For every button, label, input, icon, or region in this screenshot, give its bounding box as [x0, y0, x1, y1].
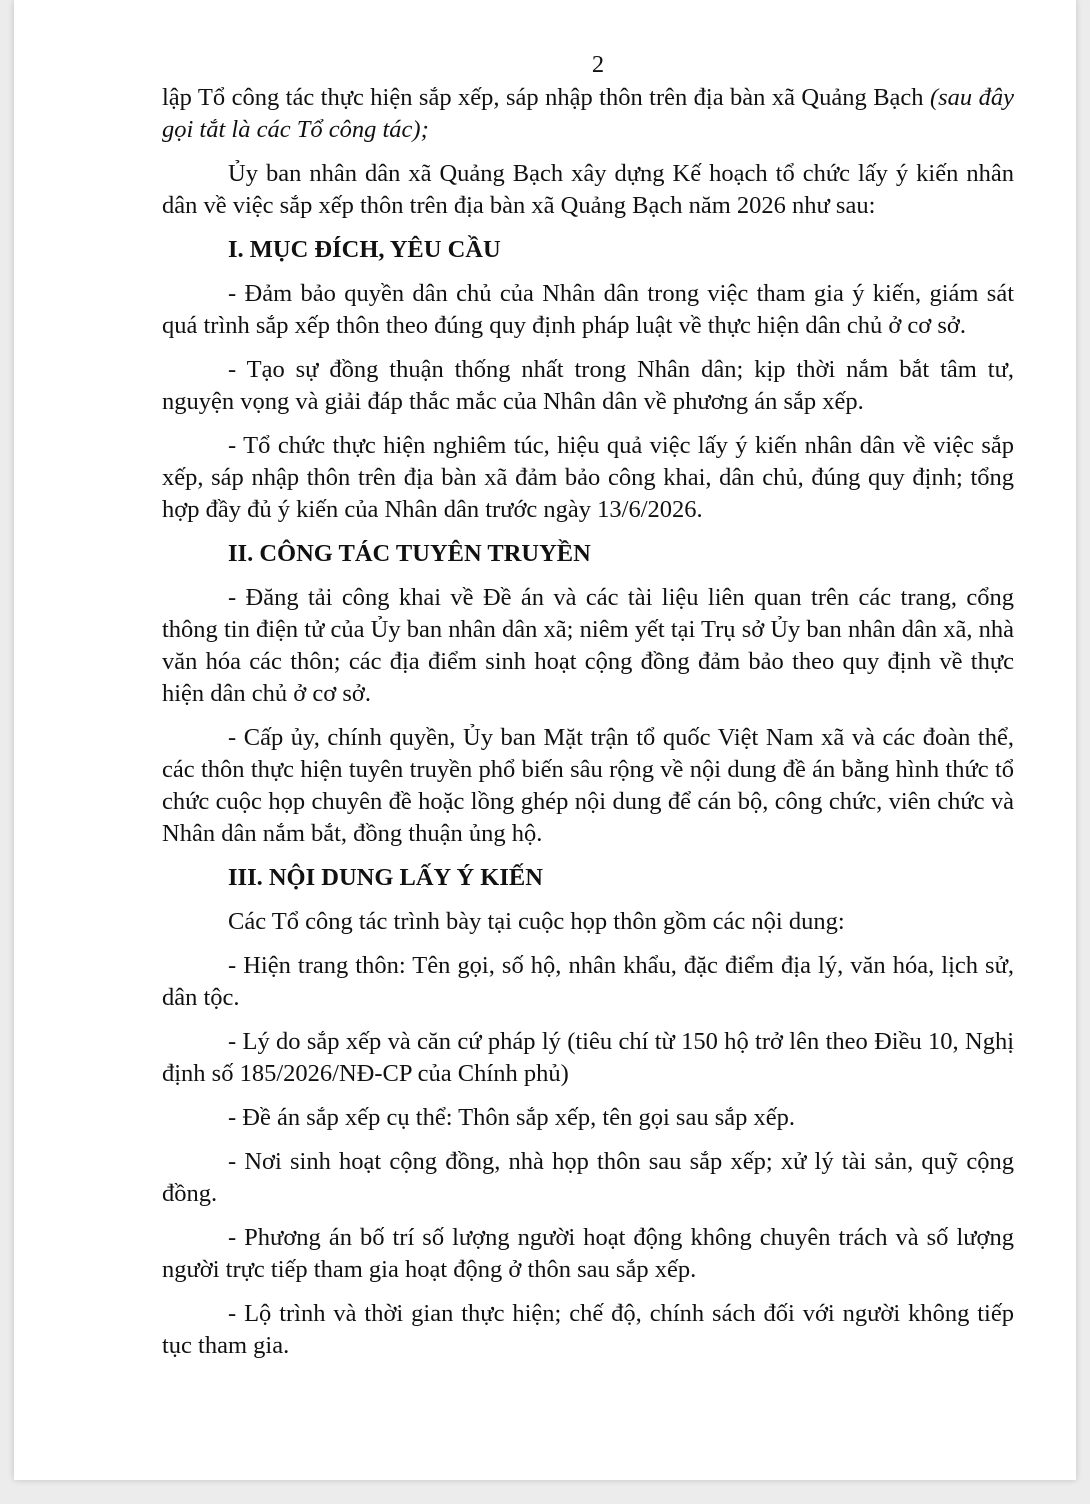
- propaganda-paragraph: - Cấp ủy, chính quyền, Ủy ban Mặt trận tổ quốc Việt Nam xã và các đoàn thể, các thôn thực hiện tuyên truyền phổ biến sâu rộng về nội dung đề án bằng hình thức tổ chức cuộc họp chuyên đề hoặc lồng ghép nội dung để cán bộ, công chức, viên chức và Nhân dân nắm bắt, đồng thuận ủng hộ.: [162, 724, 1014, 847]
- purpose-paragraph: - Tổ chức thực hiện nghiêm túc, hiệu quả việc lấy ý kiến nhân dân về việc sắp xếp, sáp nhập thôn trên địa bàn xã đảm bảo công khai, dân chủ, đúng quy định; tổng hợp đầy đủ ý kiến của Nhân dân trước ngày 13/6/2026.: [162, 432, 1014, 523]
- purpose-paragraph: - Đảm bảo quyền dân chủ của Nhân dân trong việc tham gia ý kiến, giám sát quá trình sắp xếp thôn theo đúng quy định pháp luật về thực hiện dân chủ ở cơ sở.: [162, 280, 1014, 339]
- content-paragraph: - Đề án sắp xếp cụ thể: Thôn sắp xếp, tên gọi sau sắp xếp.: [228, 1104, 795, 1131]
- purpose-paragraph: - Tạo sự đồng thuận thống nhất trong Nhân dân; kịp thời nắm bắt tâm tư, nguyện vọng và giải đáp thắc mắc của Nhân dân về phương án sắp xếp.: [162, 356, 1014, 415]
- document-body: [162, 50, 1014, 1374]
- plan-intro-paragraph: Ủy ban nhân dân xã Quảng Bạch xây dựng Kế hoạch tổ chức lấy ý kiến nhân dân về việc sắp xếp thôn trên địa bàn xã Quảng Bạch năm 2026 như sau:: [162, 160, 1014, 219]
- document-page: [14, 0, 1076, 1480]
- section-heading-propaganda: II. CÔNG TÁC TUYÊN TRUYỀN: [228, 540, 591, 567]
- section-heading-purpose: I. MỤC ĐÍCH, YÊU CẦU: [228, 236, 501, 263]
- section-heading-consultation-content: III. NỘI DUNG LẤY Ý KIẾN: [228, 864, 543, 891]
- content-paragraph: - Nơi sinh hoạt cộng đồng, nhà họp thôn sau sắp xếp; xử lý tài sản, quỹ cộng đồng.: [162, 1148, 1014, 1207]
- page-number: 2: [591, 51, 605, 78]
- propaganda-paragraph: - Đăng tải công khai về Đề án và các tài liệu liên quan trên các trang, cổng thông tin điện tử của Ủy ban nhân dân xã; niêm yết tại Trụ sở Ủy ban nhân dân xã, nhà văn hóa các thôn; các địa điểm sinh hoạt cộng đồng đảm bảo theo quy định về thực hiện dân chủ ở cơ sở.: [162, 584, 1014, 707]
- content-paragraph: - Lộ trình và thời gian thực hiện; chế độ, chính sách đối với người không tiếp tục tham gia.: [162, 1300, 1014, 1359]
- content-paragraph: Các Tổ công tác trình bày tại cuộc họp thôn gồm các nội dung:: [228, 908, 845, 935]
- intro-paragraph: [162, 82, 1014, 146]
- intro-text: lập Tổ công tác thực hiện sắp xếp, sáp nhập thôn trên địa bàn xã Quảng Bạch: [162, 84, 930, 111]
- content-paragraph: - Hiện trang thôn: Tên gọi, số hộ, nhân khẩu, đặc điểm địa lý, văn hóa, lịch sử, dân tộc.: [162, 952, 1014, 1011]
- content-paragraph: - Phương án bố trí số lượng người hoạt động không chuyên trách và số lượng người trực tiếp tham gia hoạt động ở thôn sau sắp xếp.: [162, 1224, 1014, 1283]
- content-paragraph: - Lý do sắp xếp và căn cứ pháp lý (tiêu chí từ 150 hộ trở lên theo Điều 10, Nghị định số 185/2026/NĐ-CP của Chính phủ): [162, 1028, 1014, 1087]
- intro-italic-note: (sau đây gọi tắt là các Tổ công tác);: [162, 84, 1014, 143]
